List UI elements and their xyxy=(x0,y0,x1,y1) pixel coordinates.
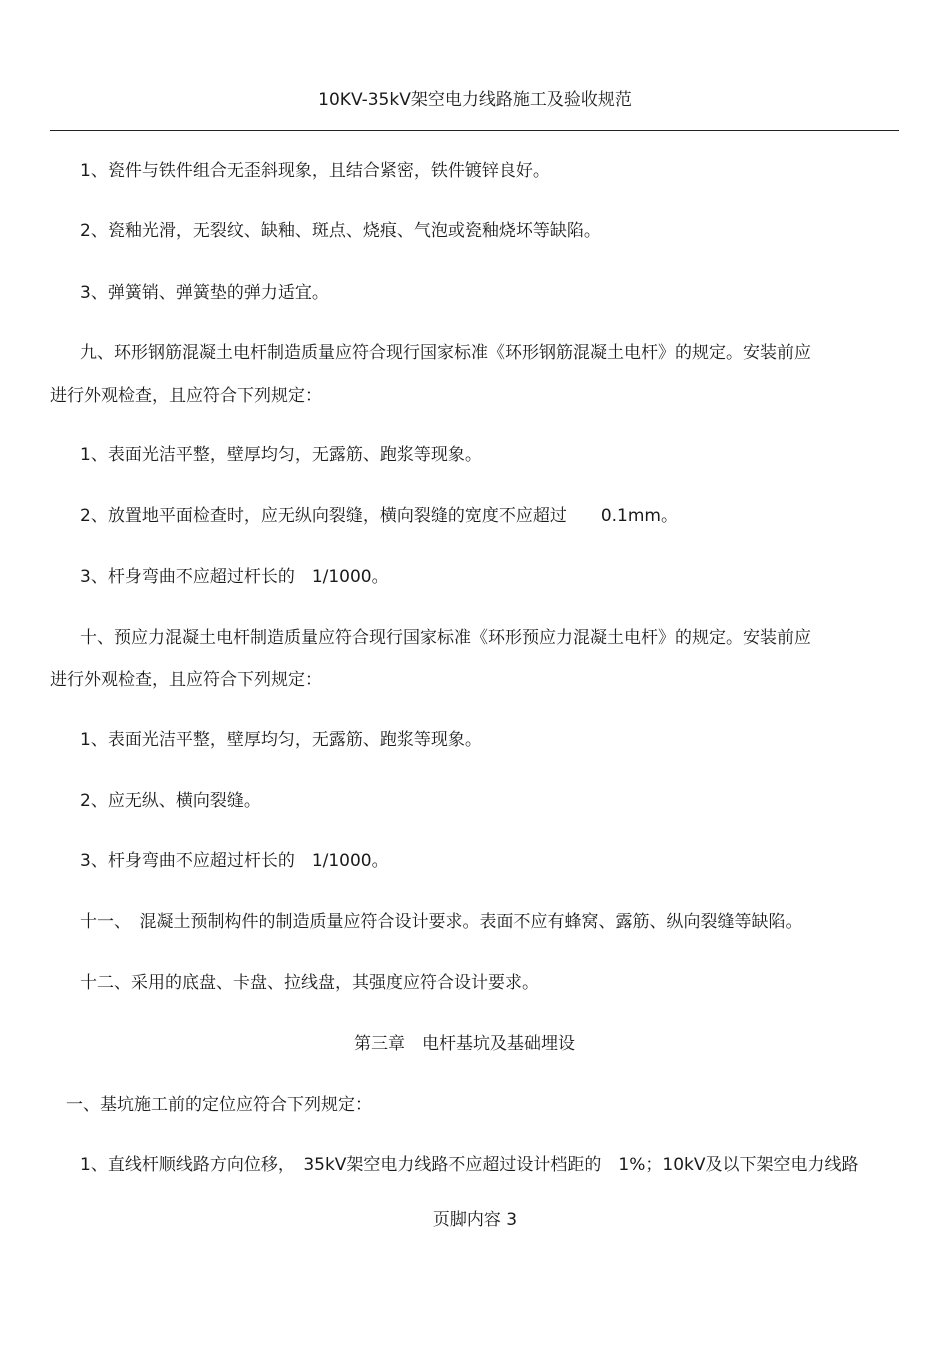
text-line: 2、应无纵、横向裂缝。 xyxy=(80,791,261,811)
header-divider xyxy=(50,130,899,131)
text-line: 十、预应力混凝土电杆制造质量应符合现行国家标准《环形预应力混凝土电杆》的规定。安装前应 xyxy=(80,628,811,648)
text-line: 进行外观检查，且应符合下列规定： xyxy=(50,386,322,406)
text-line: 3、弹簧销、弹簧垫的弹力适宜。 xyxy=(80,283,329,303)
text-line: 2、放置地平面检查时，应无纵向裂缝，横向裂缝的宽度不应超过 0.1mm。 xyxy=(80,506,678,526)
text-line: 十一、 混凝土预制构件的制造质量应符合设计要求。表面不应有蜂窝、露筋、纵向裂缝等缺陷。 xyxy=(80,912,803,932)
text-line: 1、表面光洁平整，壁厚均匀，无露筋、跑浆等现象。 xyxy=(80,445,482,465)
text-line: 1、瓷件与铁件组合无歪斜现象，且结合紧密，铁件镀锌良好。 xyxy=(80,161,550,181)
text-line: 1、表面光洁平整，壁厚均匀，无露筋、跑浆等现象。 xyxy=(80,730,482,750)
text-line: 九、环形钢筋混凝土电杆制造质量应符合现行国家标准《环形钢筋混凝土电杆》的规定。安装前应 xyxy=(80,343,811,363)
text-line: 3、杆身弯曲不应超过杆长的 1/1000。 xyxy=(80,567,389,587)
text-line: 进行外观检查，且应符合下列规定： xyxy=(50,670,322,690)
chapter-heading: 第三章 电杆基坑及基础埋设 xyxy=(354,1034,575,1054)
page-footer: 页脚内容 3 xyxy=(432,1210,518,1230)
page-header-title: 10KV-35kV架空电力线路施工及验收规范 xyxy=(318,90,632,110)
text-line: 1、直线杆顺线路方向位移， 35kV架空电力线路不应超过设计档距的 1%；10kV及以下架空电力线路 xyxy=(80,1155,859,1175)
text-line: 2、瓷釉光滑，无裂纹、缺釉、斑点、烧痕、气泡或瓷釉烧坏等缺陷。 xyxy=(80,221,601,241)
text-line: 3、杆身弯曲不应超过杆长的 1/1000。 xyxy=(80,851,389,871)
text-line: 十二、采用的底盘、卡盘、拉线盘，其强度应符合设计要求。 xyxy=(80,973,539,993)
text-line: 一、基坑施工前的定位应符合下列规定： xyxy=(66,1095,372,1115)
